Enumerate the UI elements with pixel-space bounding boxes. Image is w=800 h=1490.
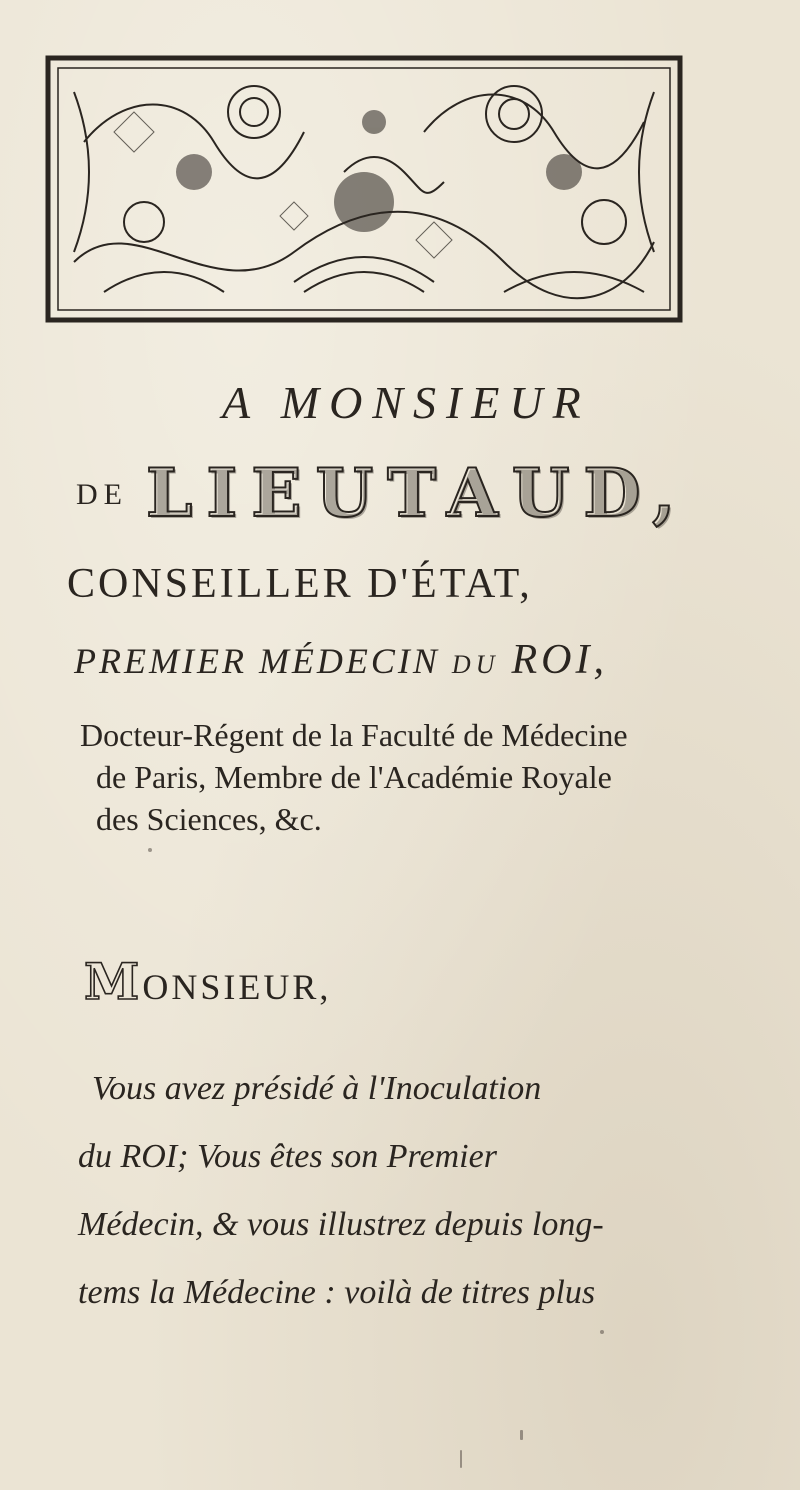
honoree-surname: LIEUTAUD, [146,454,690,532]
paper-speck [600,1330,604,1334]
role-roi: ROI, [511,637,608,683]
dedication-body [78,1055,778,1327]
honoree-office: CONSEILLER D'ÉTAT, [67,561,533,607]
paper-speck [460,1450,462,1468]
body-line-3: Médecin, & vous illustrez depuis long- [78,1206,604,1243]
titles-line-1: Docteur-Régent de la Faculté de Médecine [80,717,628,753]
role-du: DU [451,650,500,679]
titles-line-3: des Sciences, &c. [96,801,322,837]
body-line-4: tems la Médecine : voilà de titres plus [78,1274,596,1311]
body-line-1: Vous avez présidé à l'Inoculation [92,1070,542,1107]
body-line-2: du ROI; Vous êtes son Premier [78,1138,497,1175]
salutation-rest: ONSIEUR, [142,967,332,1007]
honoree-name-line [76,454,800,532]
honoree-role [74,636,800,684]
titles-line-2: de Paris, Membre de l'Académie Royale [96,759,612,795]
role-premier: PREMIER [74,641,247,681]
salutation [84,952,800,1011]
honoree-titles [80,714,780,840]
role-medecin: MÉDECIN [258,641,440,681]
paper-speck [520,1430,523,1440]
dedication-heading: A MONSIEUR [222,377,591,428]
salutation-initial: M [84,952,143,1011]
decorative-headpiece [44,52,684,328]
name-particle: DE [76,478,128,511]
paper-speck [148,848,152,852]
